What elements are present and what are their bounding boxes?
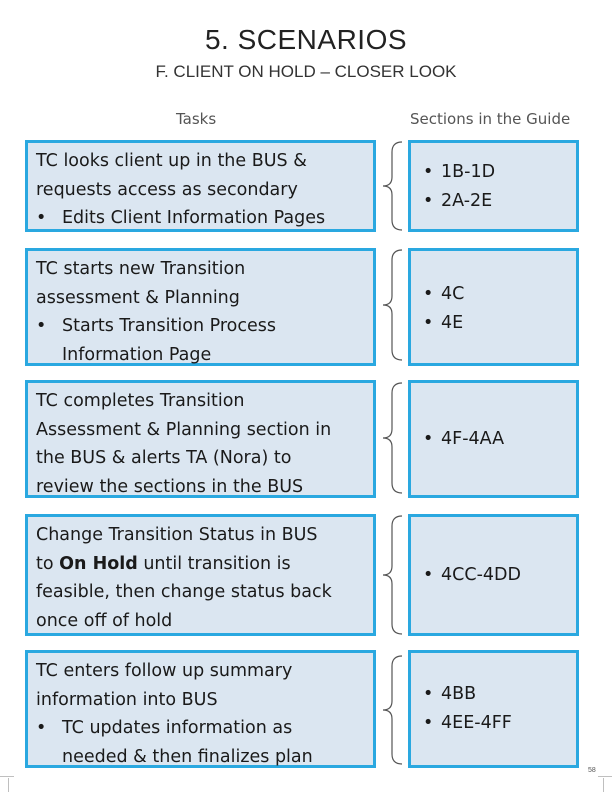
task-box-2	[25, 248, 376, 366]
task-text	[36, 147, 367, 233]
task-line: information into BUS	[36, 689, 218, 710]
sections-column-header: Sections in the Guide	[410, 110, 571, 128]
task-text	[36, 255, 367, 369]
crop-mark	[603, 778, 604, 792]
task-line: Assessment & Planning section in	[36, 419, 332, 440]
sections-list	[423, 561, 570, 590]
task-line: the BUS & alerts TA (Nora) to	[36, 448, 292, 469]
task-box-3	[25, 380, 376, 498]
task-text	[36, 387, 367, 501]
page-title: 5. SCENARIOS	[204, 24, 408, 55]
section-item: • 4BB	[423, 684, 477, 704]
crop-mark	[0, 776, 14, 777]
task-line: TC looks client up in the BUS &	[36, 151, 307, 171]
curly-brace-icon	[380, 248, 406, 362]
sections-box-5	[408, 650, 579, 768]
task-text	[36, 521, 367, 635]
curly-brace-icon	[380, 140, 406, 232]
task-text	[36, 657, 367, 771]
task-bullet: • Edits Client Information Pages	[36, 204, 367, 233]
task-line: to On Hold until transition is	[36, 553, 291, 574]
task-bullet-cont: needed & then finalizes plan	[62, 746, 313, 767]
task-line: Change Transition Status in BUS	[36, 525, 318, 545]
task-box-1	[25, 140, 376, 232]
crop-mark	[8, 778, 9, 792]
task-line: once off of hold	[36, 610, 173, 631]
section-item: • 4F-4AA	[423, 429, 505, 449]
task-bullet: • TC updates information as	[36, 714, 367, 743]
task-bullet-cont: Information Page	[62, 344, 212, 365]
page-subtitle: F. CLIENT ON HOLD – CLOSER LOOK	[155, 62, 457, 81]
bullet-icon: •	[36, 316, 47, 337]
task-line: requests access as secondary	[36, 179, 298, 200]
bullet-icon: •	[36, 718, 47, 739]
section-item: • 4E	[423, 313, 464, 333]
on-hold-emphasis: On Hold	[59, 553, 138, 574]
sections-box-3	[408, 380, 579, 498]
section-item: • 4EE-4FF	[423, 713, 512, 733]
section-item: • 4CC-4DD	[423, 565, 521, 585]
tasks-column-header: Tasks	[176, 110, 217, 128]
task-line: assessment & Planning	[36, 287, 240, 308]
sections-list	[423, 680, 570, 738]
section-item: • 2A-2E	[423, 191, 493, 211]
sections-list	[423, 280, 570, 338]
task-bullet: • Starts Transition Process	[36, 312, 367, 341]
task-line: TC starts new Transition	[36, 259, 246, 279]
page-number: 58	[588, 767, 596, 774]
crop-mark	[598, 776, 612, 777]
sections-box-1	[408, 140, 579, 232]
bullet-icon: •	[36, 208, 47, 229]
sections-box-2	[408, 248, 579, 366]
task-line: TC enters follow up summary	[36, 661, 293, 681]
task-box-5	[25, 650, 376, 768]
task-line: feasible, then change status back	[36, 582, 332, 603]
curly-brace-icon	[380, 381, 406, 495]
sections-box-4	[408, 514, 579, 636]
section-item: • 4C	[423, 284, 465, 304]
task-box-4	[25, 514, 376, 636]
sections-list	[423, 158, 570, 216]
section-item: • 1B-1D	[423, 162, 496, 182]
task-line: review the sections in the BUS	[36, 476, 304, 497]
curly-brace-icon	[380, 514, 406, 636]
sections-list	[423, 425, 570, 454]
task-line: TC completes Transition	[36, 391, 245, 411]
curly-brace-icon	[380, 654, 406, 766]
